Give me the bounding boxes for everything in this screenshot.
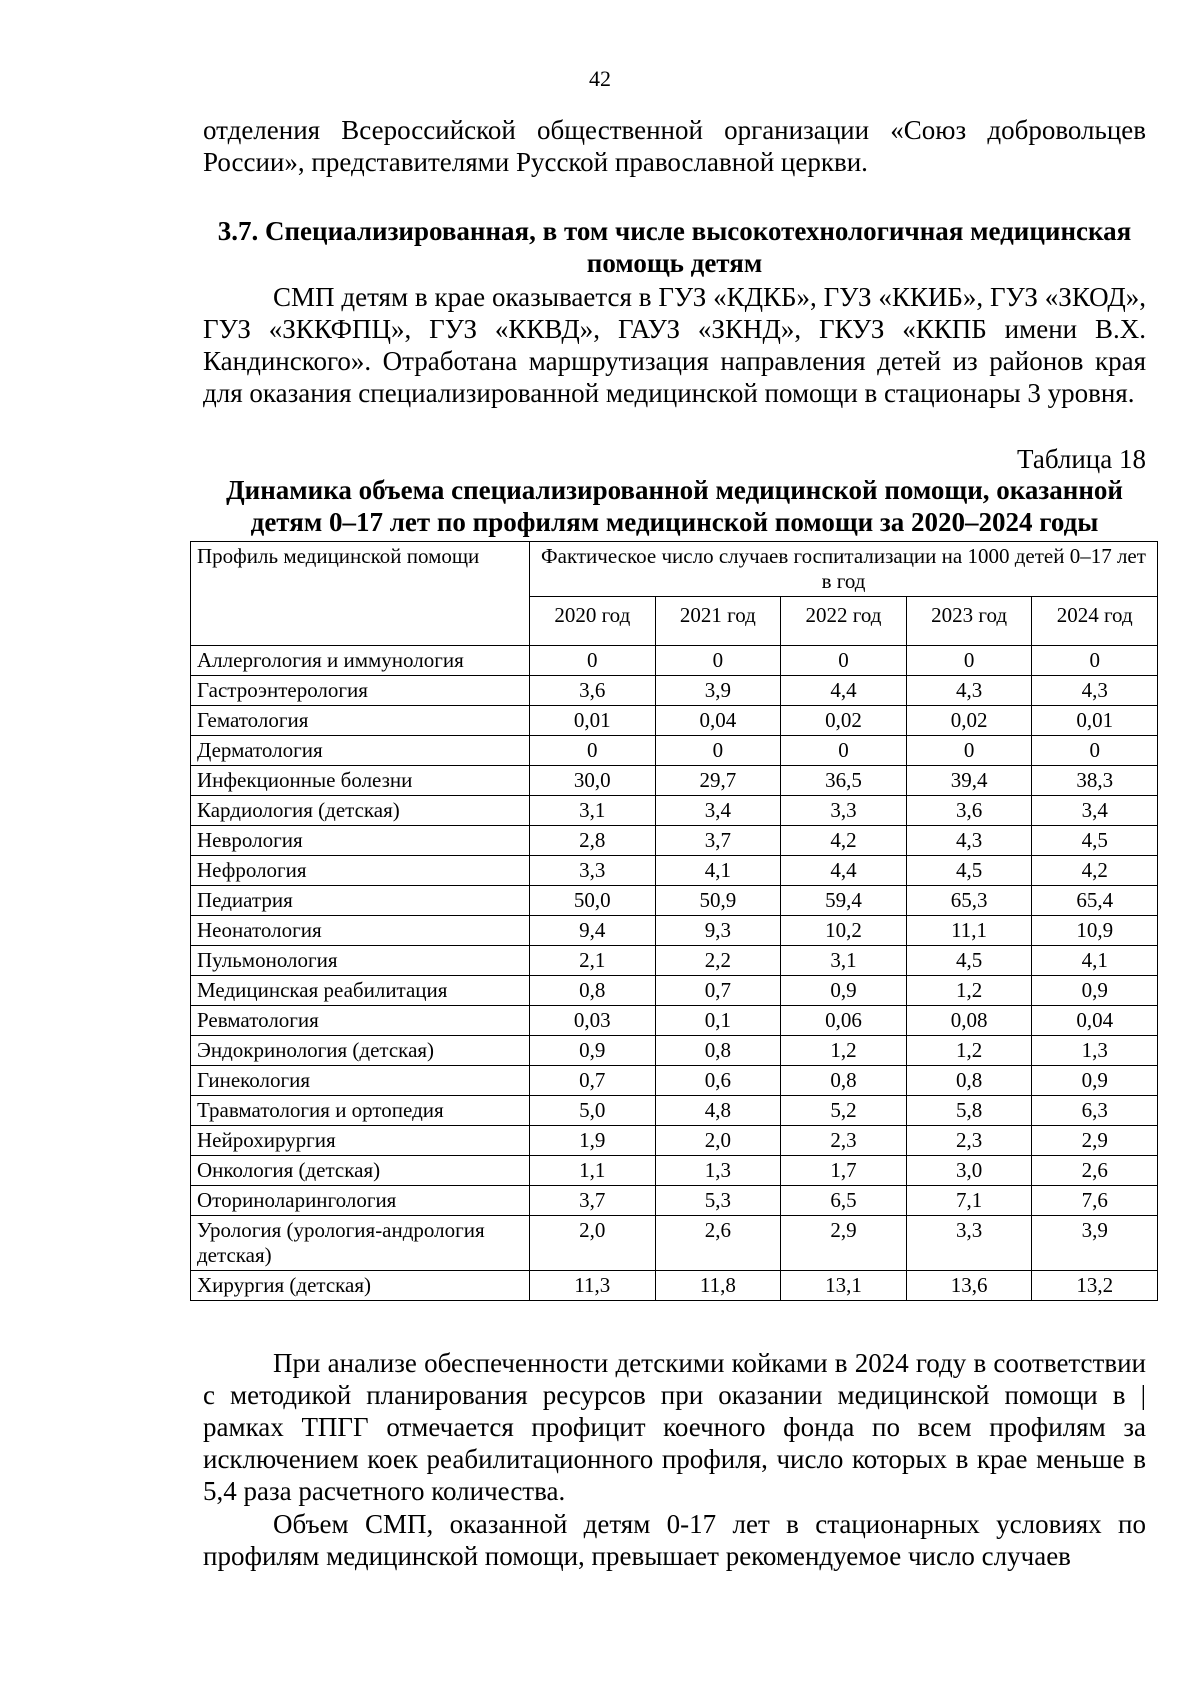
row-value: 5,0 [530,1096,656,1126]
row-value: 1,2 [906,1036,1032,1066]
row-profile: Гематология [191,706,530,736]
table-row [191,1096,1158,1126]
table-row [191,856,1158,886]
row-value: 2,6 [1032,1156,1158,1186]
row-value: 0,02 [781,706,907,736]
table-body [191,646,1158,1301]
row-value: 13,2 [1032,1271,1158,1301]
row-value: 0 [906,646,1032,676]
row-value: 13,1 [781,1271,907,1301]
row-value: 13,6 [906,1271,1032,1301]
row-value: 0 [1032,736,1158,766]
row-value: 3,6 [530,676,656,706]
row-value: 1,1 [530,1156,656,1186]
row-value: 39,4 [906,766,1032,796]
header-year: 2022 год [781,597,907,646]
row-value: 65,3 [906,886,1032,916]
table-label: Таблица 18 [1017,444,1146,474]
row-value: 2,3 [906,1126,1032,1156]
row-value: 0,04 [1032,1006,1158,1036]
row-value: 3,0 [906,1156,1032,1186]
row-value: 0,8 [655,1036,781,1066]
row-profile: Гастроэнтерология [191,676,530,706]
row-value: 0,9 [781,976,907,1006]
row-value: 3,1 [781,946,907,976]
row-value: 2,3 [781,1126,907,1156]
row-profile: Пульмонология [191,946,530,976]
table-header-row [191,542,1158,597]
row-value: 36,5 [781,766,907,796]
row-profile: Оториноларингология [191,1186,530,1216]
row-value: 3,7 [655,826,781,856]
row-value: 29,7 [655,766,781,796]
row-value: 0,9 [1032,976,1158,1006]
row-value: 4,3 [1032,676,1158,706]
row-profile: Дерматология [191,736,530,766]
table-row [191,1066,1158,1096]
table-row [191,946,1158,976]
row-value: 4,5 [906,856,1032,886]
row-value: 3,9 [1032,1216,1158,1271]
row-value: 5,3 [655,1186,781,1216]
row-value: 3,6 [906,796,1032,826]
row-value: 4,2 [781,826,907,856]
row-value: 2,1 [530,946,656,976]
row-value: 30,0 [530,766,656,796]
page-number: 42 [589,66,611,91]
row-value: 7,6 [1032,1186,1158,1216]
row-value: 2,2 [655,946,781,976]
row-value: 4,8 [655,1096,781,1126]
header-year: 2020 год [530,597,656,646]
row-profile: Ревматология [191,1006,530,1036]
header-hospitalization-group: Фактическое число случаев госпитализации на 1000 детей 0–17 лет в год [530,542,1158,597]
table-row [191,676,1158,706]
analysis-paragraph-1: При анализе обеспеченности детскими койками в 2024 году в соответствии с методикой планирования ресурсов при оказании медицинской помощи в |рамках ТПГГ отмечается профицит коечного фонда по всем профилям за исключением коек реабилитационного профиля, число которых в крае меньше в 5,4 раза расчетного количества. [203,1348,1146,1506]
row-value: 0 [906,736,1032,766]
row-value: 3,4 [1032,796,1158,826]
table-row [191,1156,1158,1186]
table-row [191,1006,1158,1036]
row-value: 59,4 [781,886,907,916]
row-value: 4,3 [906,826,1032,856]
header-year: 2021 год [655,597,781,646]
row-value: 2,0 [530,1216,656,1271]
row-value: 0,9 [1032,1066,1158,1096]
table-row [191,1216,1158,1271]
row-value: 1,7 [781,1156,907,1186]
row-value: 0 [781,646,907,676]
row-value: 9,3 [655,916,781,946]
row-profile: Аллергология и иммунология [191,646,530,676]
row-value: 2,0 [655,1126,781,1156]
header-profile: Профиль медицинской помощи [191,542,530,646]
row-value: 4,1 [655,856,781,886]
row-profile: Урология (урология-андрология детская) [191,1216,530,1271]
row-value: 10,9 [1032,916,1158,946]
row-value: 7,1 [906,1186,1032,1216]
row-value: 5,8 [906,1096,1032,1126]
row-value: 3,9 [655,676,781,706]
table-title: Динамика объема специализированной медицинской помощи, оказанной детям 0–17 лет по профилям медицинской помощи за 2020–2024 годы [226,475,1123,537]
row-value: 11,8 [655,1271,781,1301]
table-row [191,826,1158,856]
row-value: 4,3 [906,676,1032,706]
table-row [191,706,1158,736]
row-value: 2,6 [655,1216,781,1271]
row-value: 0,7 [655,976,781,1006]
row-value: 0,6 [655,1066,781,1096]
row-value: 0 [655,646,781,676]
row-value: 0,02 [906,706,1032,736]
row-value: 0 [655,736,781,766]
row-value: 11,1 [906,916,1032,946]
table-row [191,1036,1158,1066]
row-profile: Эндокринология (детская) [191,1036,530,1066]
row-value: 0,08 [906,1006,1032,1036]
row-value: 4,4 [781,676,907,706]
row-value: 4,1 [1032,946,1158,976]
table-row [191,646,1158,676]
row-profile: Педиатрия [191,886,530,916]
row-value: 0 [530,736,656,766]
row-value: 0,9 [530,1036,656,1066]
row-profile: Травматология и ортопедия [191,1096,530,1126]
row-value: 5,2 [781,1096,907,1126]
row-value: 4,2 [1032,856,1158,886]
section-paragraph: СМП детям в крае оказывается в ГУЗ «КДКБ», ГУЗ «ККИБ», ГУЗ «ЗКОД», ГУЗ «ЗККФПЦ», ГУЗ «ККВД», ГАУЗ «ЗКНД», ГКУЗ «ККПБ имени В.Х. Кандинского». Отработана маршрутизация направления детей из районов края для оказания специализированной медицинской помощи в стационары 3 уровня. [203,282,1146,408]
row-value: 0 [1032,646,1158,676]
row-value: 0,8 [530,976,656,1006]
row-value: 6,3 [1032,1096,1158,1126]
row-value: 0,04 [655,706,781,736]
row-value: 0,01 [1032,706,1158,736]
row-value: 2,9 [781,1216,907,1271]
row-value: 3,3 [530,856,656,886]
row-value: 0,7 [530,1066,656,1096]
row-profile: Неврология [191,826,530,856]
row-profile: Инфекционные болезни [191,766,530,796]
row-value: 3,3 [906,1216,1032,1271]
table-row [191,916,1158,946]
row-value: 0 [530,646,656,676]
row-value: 0 [781,736,907,766]
row-value: 65,4 [1032,886,1158,916]
row-value: 1,2 [781,1036,907,1066]
row-value: 4,4 [781,856,907,886]
row-value: 0,8 [906,1066,1032,1096]
intro-paragraph: отделения Всероссийской общественной организации «Союз добровольцев России», представителями Русской православной церкви. [203,115,1146,177]
row-value: 38,3 [1032,766,1158,796]
row-value: 0,01 [530,706,656,736]
row-profile: Нефрология [191,856,530,886]
row-value: 1,3 [1032,1036,1158,1066]
row-value: 0,03 [530,1006,656,1036]
row-value: 1,3 [655,1156,781,1186]
row-value: 1,9 [530,1126,656,1156]
table-row [191,766,1158,796]
table-row [191,1126,1158,1156]
row-profile: Кардиология (детская) [191,796,530,826]
row-value: 0,8 [781,1066,907,1096]
row-value: 2,9 [1032,1126,1158,1156]
row-value: 0,06 [781,1006,907,1036]
analysis-paragraph-2: Объем СМП, оказанной детям 0-17 лет в стационарных условиях по профилям медицинской помощи, превышает рекомендуемое число случаев [203,1509,1146,1571]
table-row [191,1186,1158,1216]
row-value: 4,5 [1032,826,1158,856]
row-profile: Онкология (детская) [191,1156,530,1186]
row-value: 4,5 [906,946,1032,976]
row-value: 2,8 [530,826,656,856]
table-row [191,1271,1158,1301]
row-profile: Гинекология [191,1066,530,1096]
row-value: 3,1 [530,796,656,826]
row-value: 0,1 [655,1006,781,1036]
row-value: 1,2 [906,976,1032,1006]
row-value: 11,3 [530,1271,656,1301]
table-row [191,886,1158,916]
section-heading: 3.7. Специализированная, в том числе высокотехнологичная медицинская помощь детям [217,216,1132,278]
row-value: 3,4 [655,796,781,826]
row-value: 3,3 [781,796,907,826]
row-value: 10,2 [781,916,907,946]
row-profile: Медицинская реабилитация [191,976,530,1006]
row-value: 50,9 [655,886,781,916]
row-value: 50,0 [530,886,656,916]
header-year: 2024 год [1032,597,1158,646]
row-profile: Нейрохирургия [191,1126,530,1156]
table-row [191,736,1158,766]
header-year: 2023 год [906,597,1032,646]
table-row [191,796,1158,826]
row-profile: Хирургия (детская) [191,1271,530,1301]
row-value: 6,5 [781,1186,907,1216]
table-row [191,976,1158,1006]
data-table [190,541,1158,1301]
row-value: 9,4 [530,916,656,946]
row-value: 3,7 [530,1186,656,1216]
row-profile: Неонатология [191,916,530,946]
